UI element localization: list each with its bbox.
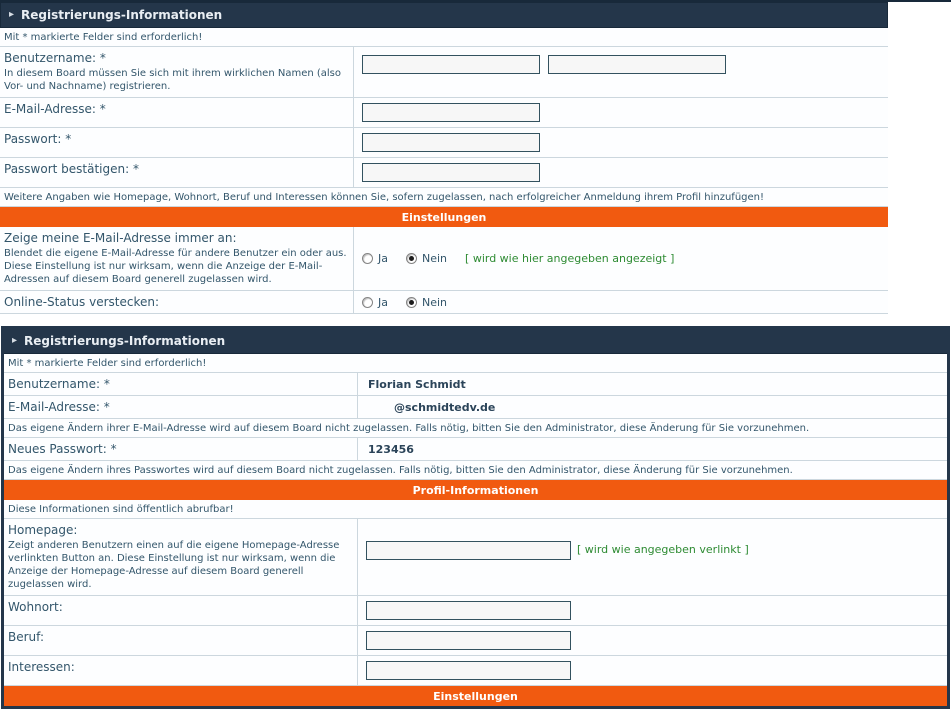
email-change-note: Das eigene Ändern ihrer E-Mail-Adresse wird auf diesem Board nicht zugelassen. Falls nötig, bitten Sie den Administrator, diese Änderung für Sie vorzunehmen. [4,419,947,438]
beruf-row [4,626,947,656]
username-value: Florian Schmidt [368,377,466,391]
new-password-value: 123456 [368,442,414,456]
panel-title: Registrierungs-Informationen [24,334,226,348]
email-input[interactable] [362,103,540,122]
extra-profile-note: Weitere Angaben wie Homepage, Wohnort, Beruf und Interessen können Sie, sofern zugelassen, nach erfolgreicher Anmeldung ihrem Profil hinzufügen! [0,188,888,207]
interessen-row [4,656,947,686]
beruf-label: Beruf: [8,630,44,644]
radio-no-label: Nein [422,252,448,265]
interessen-input-cell [358,656,947,685]
radio-no-label: Nein [422,295,448,309]
profile-panel-header [4,329,947,354]
username-value-row [4,373,947,396]
email-row [0,98,888,128]
beruf-label-cell [4,626,358,655]
homepage-hint: [ wird wie angegeben verlinkt ] [577,543,749,556]
password-confirm-input[interactable] [362,163,540,182]
show-email-radio-group [362,252,674,265]
homepage-row [4,519,947,596]
username-label-cell [4,373,358,395]
registration-form-panel [0,2,888,314]
email-label: E-Mail-Adresse: * [4,102,106,116]
password-confirm-row [0,158,888,188]
username-label: Benutzername: * [4,51,106,65]
show-email-label-cell [0,227,354,290]
profile-info-section-header: Profil-Informationen [4,480,947,500]
show-email-option-yes[interactable] [362,252,388,265]
radio-yes-label: Ja [378,295,388,309]
required-fields-note: Mit * markierte Felder sind erforderlich! [4,354,947,373]
hide-online-option-no[interactable] [406,296,447,309]
email-input-cell [354,98,888,127]
email-label-cell [0,98,354,127]
show-email-desc: Blendet die eigene E-Mail-Adresse für andere Benutzer ein oder aus. Diese Einstellung ist nur wirksam, wenn die Anzeige der E-Mail-Adressen auf diesem Board generell zugelassen wird. [4,248,347,285]
wohnort-label: Wohnort: [8,600,63,614]
show-email-option-no[interactable] [406,252,447,265]
hide-online-label: Online-Status verstecken: [4,295,159,309]
wohnort-input-cell [358,596,947,625]
last-name-input[interactable] [548,55,726,74]
password-confirm-label-cell [0,158,354,187]
beruf-input[interactable] [366,631,571,650]
email-value: @schmidtedv.de [394,400,496,414]
beruf-input-cell [358,626,947,655]
username-desc: In diesem Board müssen Sie sich mit ihrem wirklichen Namen (also Vor- und Nachname) registrieren. [4,68,341,92]
settings-section-header: Einstellungen [0,207,888,227]
password-confirm-label: Passwort bestätigen: * [4,162,139,176]
radio-yes-label: Ja [378,252,388,265]
wohnort-input[interactable] [366,601,571,620]
password-input-cell [354,128,888,157]
show-email-label: Zeige meine E-Mail-Adresse immer an: [4,231,237,245]
email-value-cell [358,396,947,418]
show-email-hint: [ wird wie hier angegeben angezeigt ] [465,252,675,265]
password-label-cell [0,128,354,157]
interessen-label-cell [4,656,358,685]
hide-online-label-cell [0,291,354,313]
required-fields-note: Mit * markierte Felder sind erforderlich! [0,28,888,47]
wohnort-label-cell [4,596,358,625]
panel-title: Registrierungs-Informationen [21,8,223,22]
chevron-right-icon: ▸ [9,9,15,20]
homepage-input[interactable] [366,541,571,560]
interessen-input[interactable] [366,661,571,680]
email-label-cell [4,396,358,418]
username-label-cell [0,47,354,97]
username-value-cell [358,373,947,395]
username-label: Benutzername: * [8,377,110,391]
homepage-label-cell [4,519,358,595]
radio-unchecked-icon[interactable] [362,253,373,264]
homepage-input-cell [358,519,947,595]
new-password-label-cell [4,438,358,460]
radio-checked-icon[interactable] [406,297,417,308]
homepage-desc: Zeigt anderen Benutzern einen auf die eigene Homepage-Adresse verlinkten Button an. Diese Einstellung ist nur wirksam, wenn die Anzeige der Homepage-Adresse auf diesem Board generell zugelassen wird. [8,540,340,590]
username-input-cell [354,47,888,97]
radio-unchecked-icon[interactable] [362,297,373,308]
settings-section-header: Einstellungen [4,686,947,706]
hide-online-option-yes[interactable] [362,296,388,309]
homepage-label: Homepage: [8,523,78,537]
show-email-row [0,227,888,291]
first-name-input[interactable] [362,55,540,74]
chevron-right-icon: ▸ [12,335,18,346]
wohnort-row [4,596,947,626]
password-confirm-input-cell [354,158,888,187]
password-row [0,128,888,158]
password-change-note: Das eigene Ändern ihres Passwortes wird auf diesem Board nicht zugelassen. Falls nötig, bitten Sie den Administrator, diese Änderung für Sie vorzunehmen. [4,461,947,480]
email-value-row [4,396,947,419]
hide-online-options-cell [354,291,888,313]
hide-online-radio-group [362,296,455,309]
public-info-note: Diese Informationen sind öffentlich abrufbar! [4,500,947,519]
radio-checked-icon[interactable] [406,253,417,264]
profile-edit-panel [1,326,950,709]
new-password-row [4,438,947,461]
password-input[interactable] [362,133,540,152]
username-row [0,47,888,98]
interessen-label: Interessen: [8,660,75,674]
hide-online-row [0,291,888,314]
registration-panel-header [0,2,888,28]
password-label: Passwort: * [4,132,72,146]
email-label: E-Mail-Adresse: * [8,400,110,414]
new-password-label: Neues Passwort: * [8,442,117,456]
show-email-options-cell [354,227,888,290]
new-password-value-cell [358,438,947,460]
